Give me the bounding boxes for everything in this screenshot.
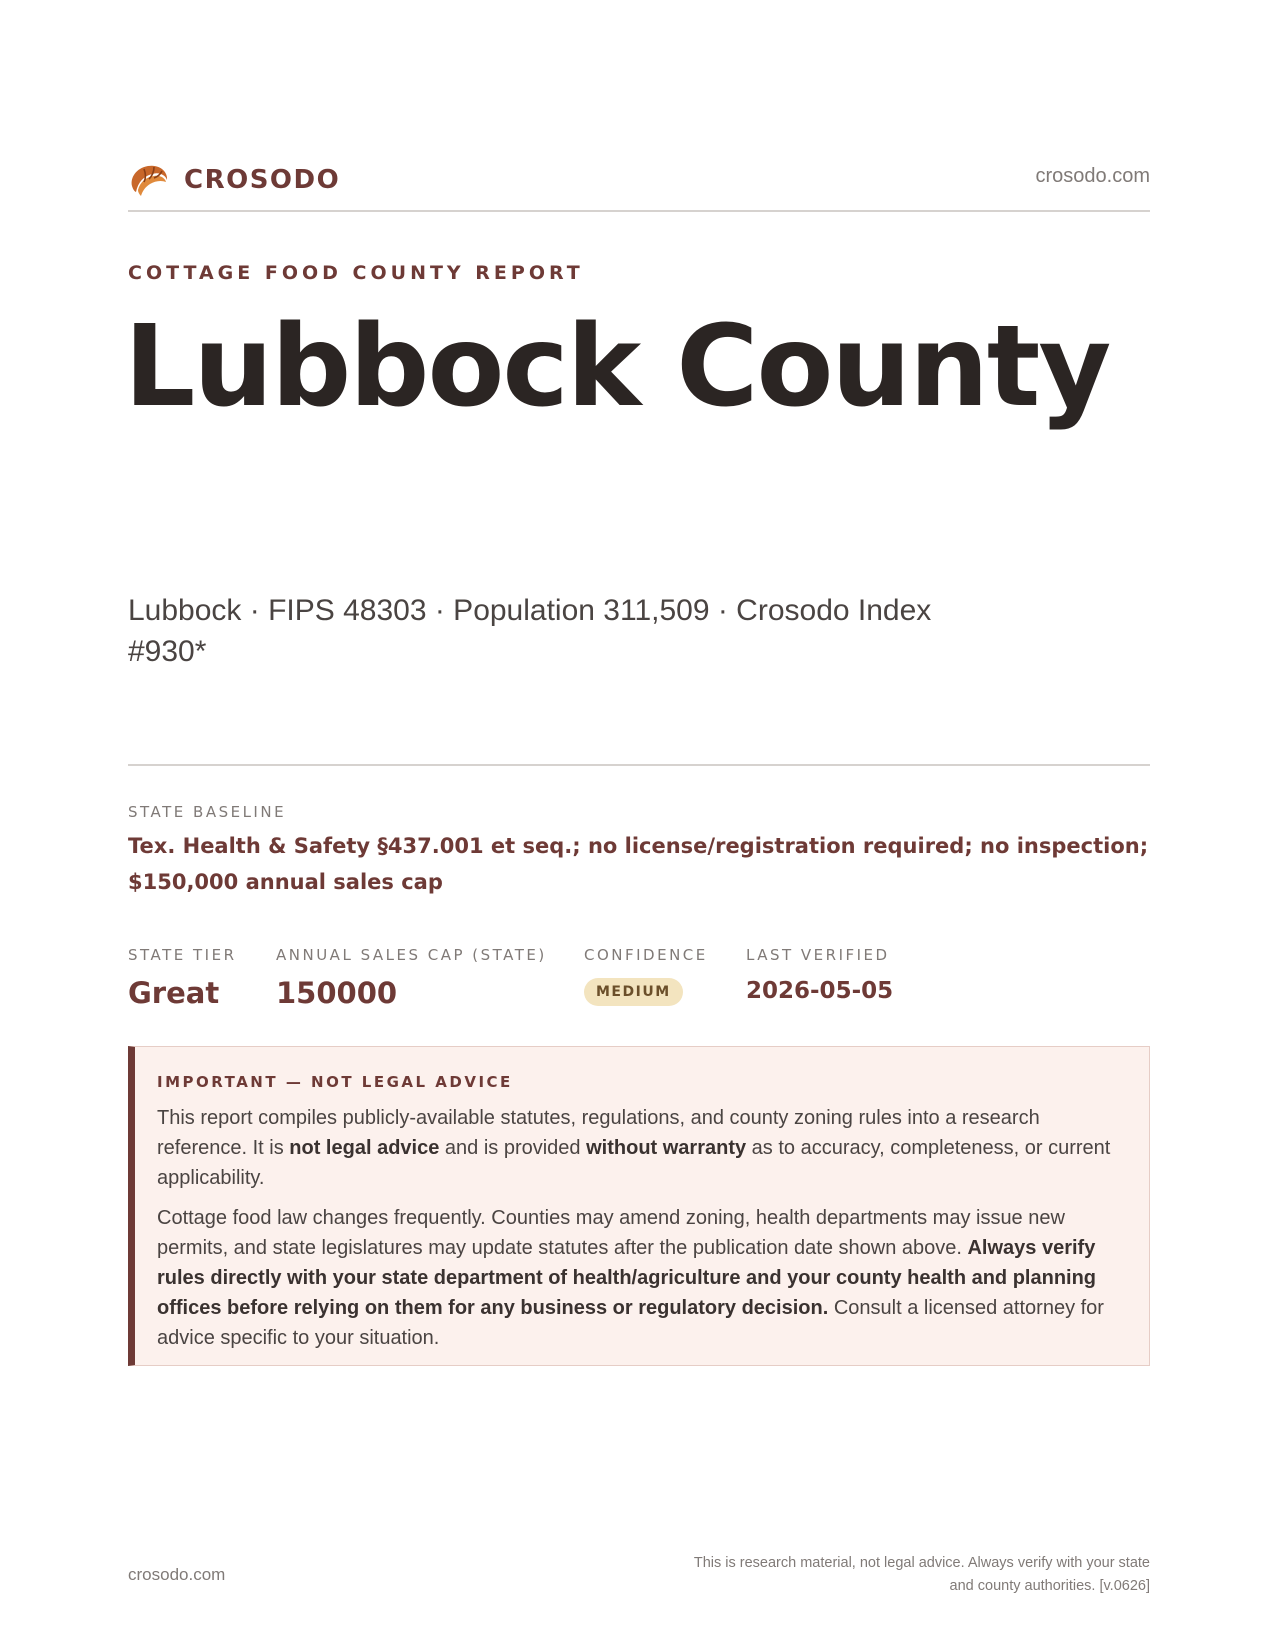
county-subtitle: Lubbock · FIPS 48303 · Population 311,509 · Crosodo Index #930* [128,594,932,668]
stat-value: 2026-05-05 [746,978,894,1004]
footer-disclaimer-line: This is research material, not legal advice. Always verify with your state [693,1555,1150,1571]
stat-confidence [584,946,708,1006]
legal-notice-paragraph [157,1103,1125,1193]
footer-disclaimer-line: and county authorities. [v.0626] [949,1578,1150,1594]
brand [128,160,340,200]
notice-text: Cottage food law changes frequently. Counties may amend zoning, health departments may issue new permits, and state legislatures may update statutes after the publication date shown above. [157,1207,1065,1259]
notice-text: as to accuracy, completeness, or current applicability. [157,1137,1111,1189]
legal-notice-paragraph [157,1203,1125,1353]
notice-text: Consult a licensed attorney for advice specific to your situation. [157,1297,1104,1349]
stat-label: STATE TIER [128,946,237,964]
stat-value: 150000 [276,976,398,1010]
notice-emphasis: without warranty [586,1137,747,1159]
stat-annual-sales-cap [276,946,547,1010]
notice-text: and is provided [439,1137,587,1159]
stat-label: CONFIDENCE [584,946,708,964]
section-divider [128,764,1150,766]
stat-value: Great [128,976,220,1010]
report-page [124,0,1150,1650]
page-header [128,156,1150,212]
stat-last-verified [746,946,893,1004]
legal-notice-heading: IMPORTANT — NOT LEGAL ADVICE [157,1073,513,1091]
legal-notice [128,1046,1150,1366]
croissant-icon [128,160,170,200]
state-baseline-text: Tex. Health & Safety §437.001 et seq.; no license/registration required; no inspection; $150,000 annual sales cap [128,834,1149,894]
stat-state-tier [128,946,237,1010]
state-baseline-label: STATE BASELINE [128,803,287,821]
stat-label: LAST VERIFIED [746,946,890,964]
header-site-url[interactable]: crosodo.com [1035,165,1150,187]
footer-disclaimer [630,1552,1150,1598]
footer-site-url[interactable]: crosodo.com [128,1565,226,1584]
report-eyebrow: COTTAGE FOOD COUNTY REPORT [128,262,584,284]
notice-emphasis: not legal advice [289,1137,440,1159]
confidence-badge: MEDIUM [584,978,683,1006]
page-title: Lubbock County [124,302,1110,432]
notice-text: This report compiles publicly-available statutes, regulations, and county zoning rules into a research reference. It is [157,1107,1040,1159]
stat-label: ANNUAL SALES CAP (STATE) [276,946,547,964]
brand-name: CROSODO [184,165,341,195]
notice-emphasis: Always verify rules directly with your state department of health/agriculture and your county health and planning offices before relying on them for any business or regulatory decision. [157,1237,1097,1319]
